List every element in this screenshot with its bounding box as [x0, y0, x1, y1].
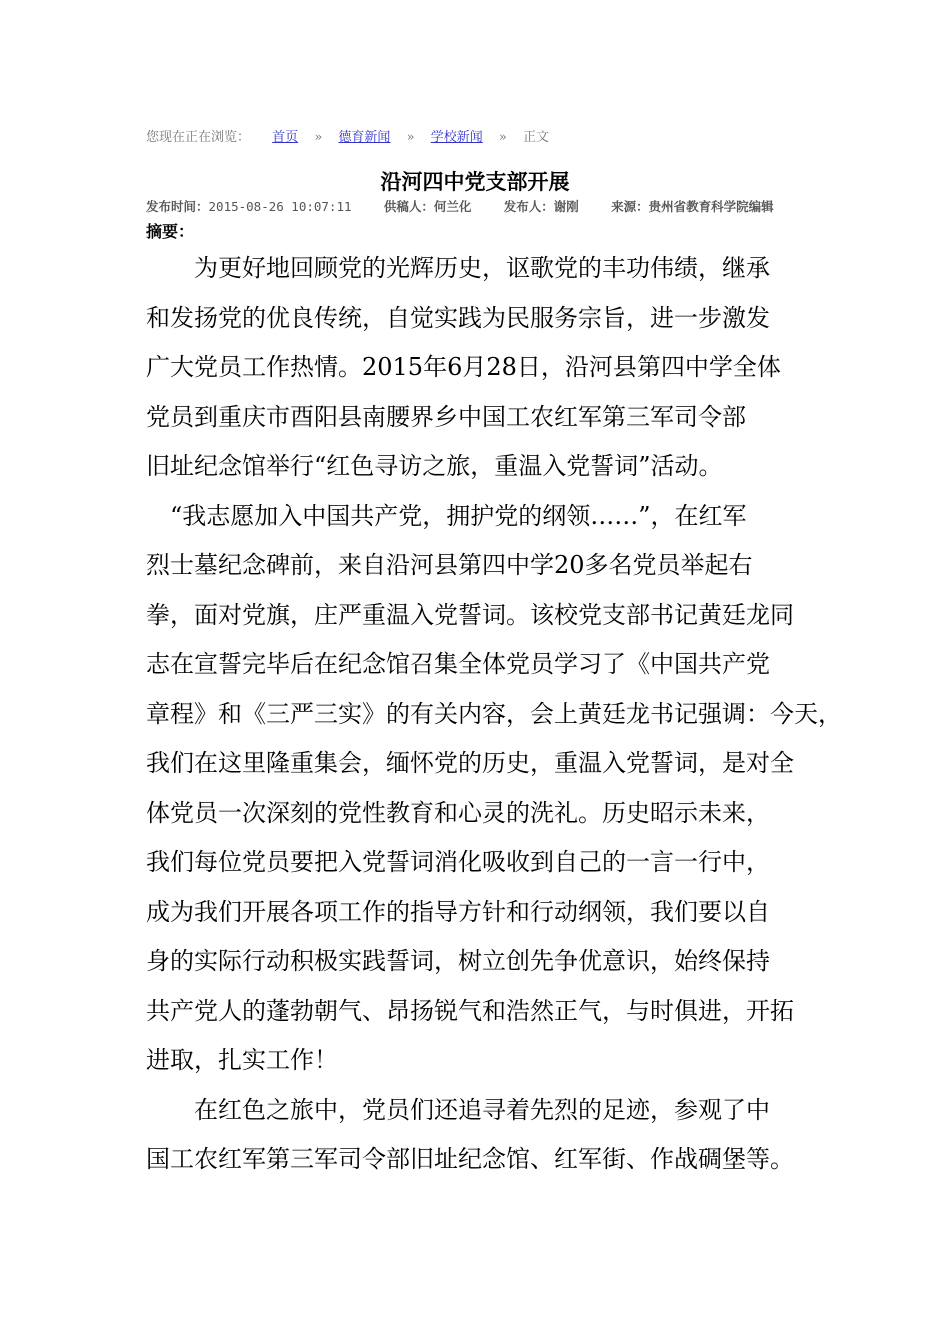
breadcrumb-link-moral-news[interactable]: 德育新闻	[338, 130, 391, 145]
body-line: 身的实际行动积极实践誓词，树立创先争优意识，始终保持	[146, 947, 770, 975]
publish-time	[146, 199, 352, 214]
publish-time-label: 发布时间：	[146, 199, 209, 214]
breadcrumb-current: 正文	[522, 130, 549, 145]
body-line: 我们在这里隆重集会，缅怀党的历史，重温入党誓词，是对全	[146, 749, 794, 777]
body-line: 共产党人的蓬勃朝气、昂扬锐气和浩然正气，与时俱进，开拓	[146, 996, 794, 1025]
breadcrumb	[146, 126, 549, 145]
body-line: 烈士墓纪念碑前，来自沿河县第四中学20多名党员举起右	[146, 551, 753, 579]
article-body	[146, 244, 842, 1185]
publish-time-value: 2015-08-26 10:07:11	[208, 199, 352, 214]
body-line: 志在宣誓完毕后在纪念馆召集全体党员学习了《中国共产党	[146, 650, 770, 678]
body-line: 党员到重庆市酉阳县南腰界乡中国工农红军第三军司令部	[146, 402, 746, 431]
body-line: 体党员一次深刻的党性教育和心灵的洗礼。历史昭示未来，	[146, 798, 770, 827]
body-line: 为更好地回顾党的光辉历史，讴歌党的丰功伟绩，继承	[146, 254, 770, 282]
breadcrumb-separator: »	[406, 130, 415, 145]
breadcrumb-separator: »	[498, 130, 507, 145]
body-line: 旧址纪念馆举行“红色寻访之旅，重温入党誓词”活动。	[146, 452, 723, 480]
body-line: 进取，扎实工作！	[146, 1046, 338, 1074]
body-line: 国工农红军第三军司令部旧址纪念馆、红军街、作战碉堡等。	[146, 1145, 794, 1173]
article-title: 沿河四中党支部开展	[380, 169, 570, 194]
body-line: 我们每位党员要把入党誓词消化吸收到自己的一言一行中，	[146, 848, 770, 876]
breadcrumb-link-school-news[interactable]: 学校新闻	[430, 130, 483, 145]
publisher: 发布人：谢刚	[503, 199, 579, 214]
body-line: 在红色之旅中，党员们还追寻着先烈的足迹，参观了中	[146, 1095, 770, 1124]
contributor: 供稿人：何兰化	[383, 199, 472, 214]
body-line: 成为我们开展各项工作的指导方针和行动纲领，我们要以自	[146, 897, 770, 926]
article-meta	[146, 197, 802, 215]
body-line: “我志愿加入中国共产党，拥护党的纲领……”，在红军	[146, 501, 747, 530]
breadcrumb-link-home[interactable]: 首页	[272, 130, 299, 145]
summary-label: 摘要：	[146, 222, 195, 241]
body-line: 拳，面对党旗，庄严重温入党誓词。该校党支部书记黄廷龙同	[146, 600, 794, 629]
body-line: 和发扬党的优良传统，自觉实践为民服务宗旨，进一步激发	[146, 303, 770, 332]
body-line: 广大党员工作热情。2015年6月28日，沿河县第四中学全体	[146, 353, 781, 381]
source: 来源：贵州省教育科学院编辑	[611, 199, 774, 214]
body-line: 章程》和《三严三实》的有关内容，会上黄廷龙书记强调：今天，	[146, 699, 842, 728]
breadcrumb-prefix: 您现在正在浏览：	[146, 130, 251, 145]
breadcrumb-separator: »	[314, 130, 323, 145]
